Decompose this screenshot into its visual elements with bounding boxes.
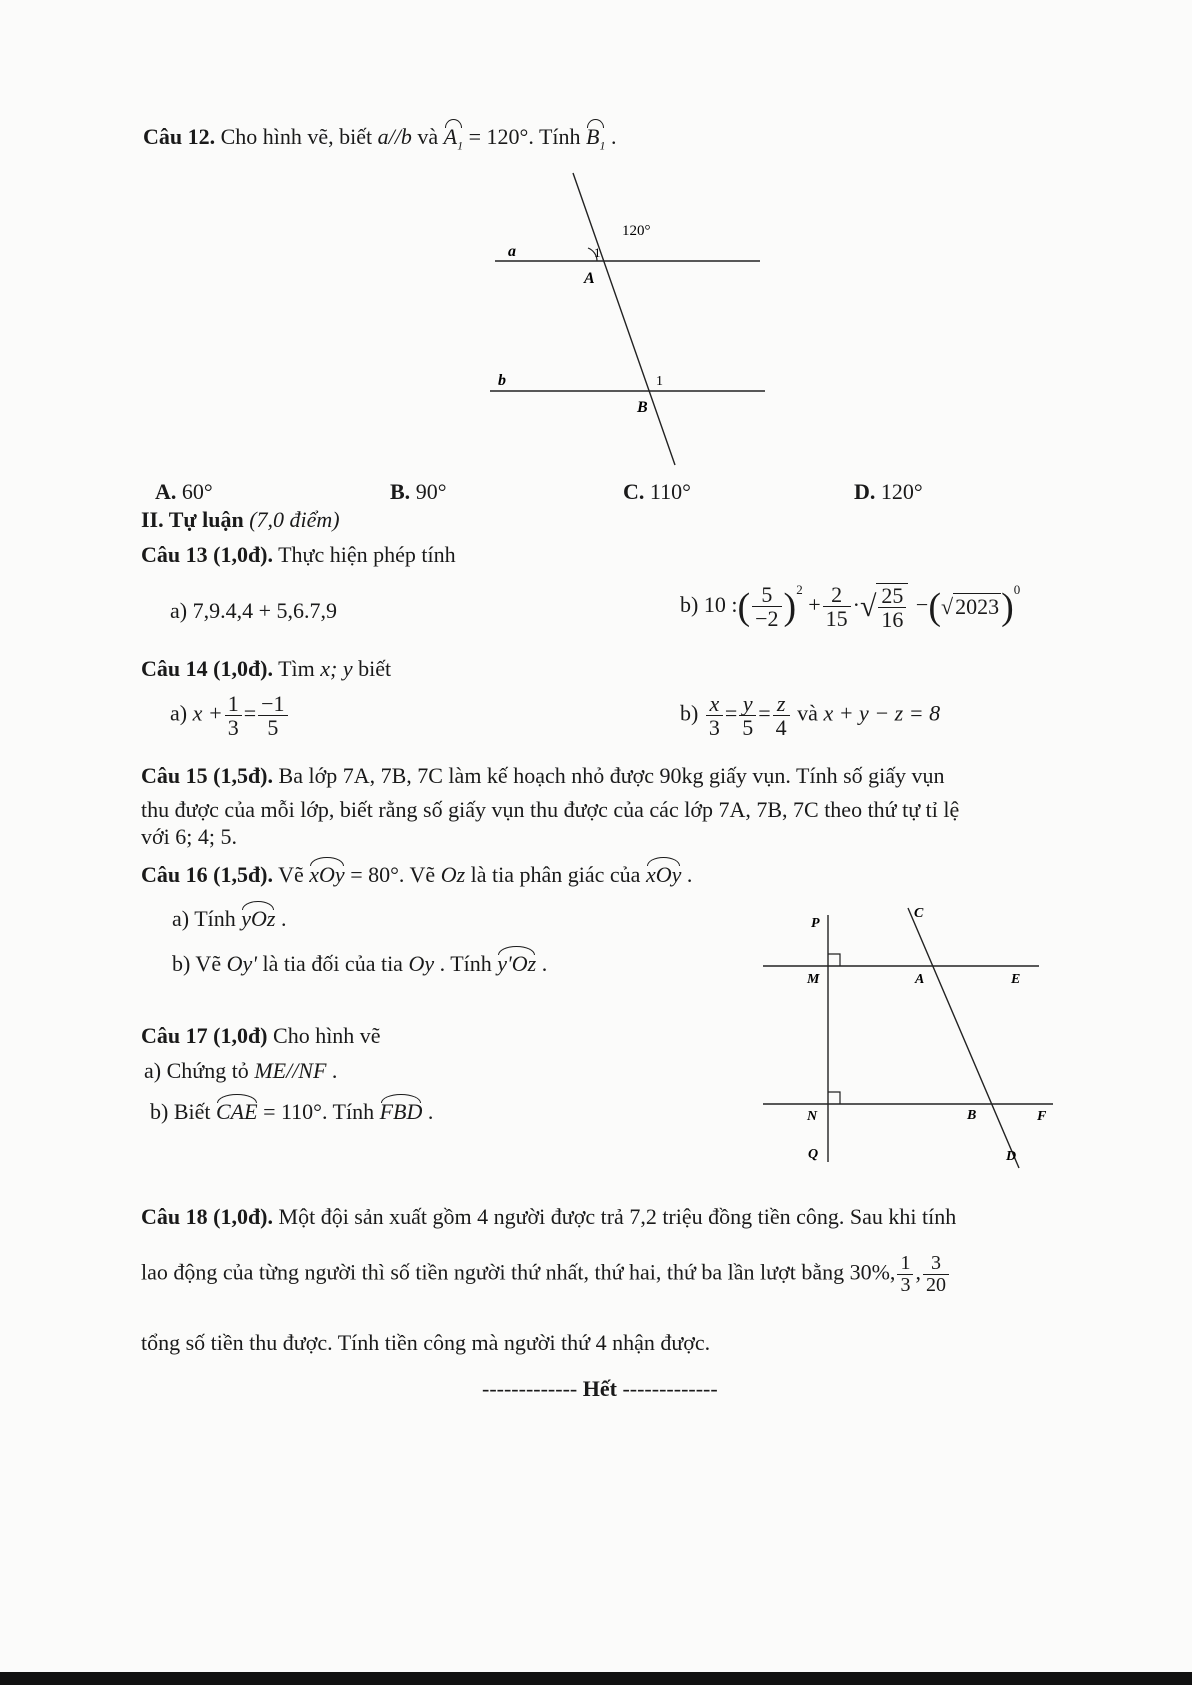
q13-a: a) 7,9.4,4 + 5,6.7,9 xyxy=(170,598,338,623)
label-B: B xyxy=(967,1108,977,1123)
q17-prompt: Câu 17 (1,0đ) Cho hình vẽ xyxy=(141,1023,381,1048)
q18-line-2: lao động của từng người thì số tiền người thứ nhất, thứ hai, thứ ba lần lượt bằng 30%, $\frac{1}{3}$ , $\frac{3}{20}$ xyxy=(141,1253,951,1296)
transversal xyxy=(573,173,675,465)
mark-1-b: 1 xyxy=(656,374,663,389)
scan-edge xyxy=(0,1672,1192,1685)
q17-b: b) Biết CAE = 110°. Tính FBD . xyxy=(150,1099,434,1124)
label-E: E xyxy=(1011,972,1021,987)
end-marker: ------------- Hết ------------- xyxy=(482,1376,718,1401)
label-b: b xyxy=(498,372,506,389)
q13-prompt: Câu 13 (1,0đ). Thực hiện phép tính xyxy=(141,542,456,567)
label-C: C xyxy=(914,906,924,921)
label-M: M xyxy=(807,972,820,987)
q12-option-d: D. 120° xyxy=(854,479,923,504)
q16-b: b) Vẽ Oy' là tia đối của tia Oy . Tính y'Oz . xyxy=(172,951,548,976)
q15-line-3: với 6; 4; 5. xyxy=(141,824,237,849)
right-angle-M xyxy=(828,954,840,966)
mark-1-a: 1 xyxy=(594,245,601,260)
angle-A1: $A_1$ xyxy=(443,124,464,153)
q16-prompt: Câu 16 (1,5đ). Vẽ xOy = 80°. Vẽ Oz là tia phân giác của xOy . xyxy=(141,862,693,887)
label-N: N xyxy=(807,1109,818,1124)
q17-a: a) Chứng tỏ ME//NF . xyxy=(144,1058,338,1083)
q18-line-3: tổng số tiền thu được. Tính tiền công mà người thứ 4 nhận được. xyxy=(141,1330,711,1355)
label-A: A xyxy=(915,972,925,987)
q12-prompt: Câu 12. Cho hình vẽ, biết a//b và $A_1 = 120^\circ$. Tính $B_1$ . xyxy=(143,124,617,153)
q15-line-2: thu được của mỗi lớp, biết rằng số giấy vụn thu được của các lớp 7A, 7B, 7C theo thứ tự tỉ lệ xyxy=(141,797,960,822)
angle-B1: $B_1$ xyxy=(586,124,606,153)
line-CD xyxy=(908,908,1019,1168)
q17-figure xyxy=(755,900,1065,1175)
label-P: P xyxy=(811,916,820,931)
q18-line-1: Câu 18 (1,0đ). Một đội sản xuất gồm 4 người được trả 7,2 triệu đồng tiền công. Sau khi tính xyxy=(141,1204,957,1229)
q12-option-b: B. 90° xyxy=(390,479,447,504)
q12-option-a: A. 60° xyxy=(155,479,213,504)
q12-label: Câu 12. xyxy=(143,124,216,149)
section-title: II. Tự luận (7,0 điểm) xyxy=(141,507,340,532)
q14-prompt: Câu 14 (1,0đ). Tìm x; y biết xyxy=(141,656,392,681)
label-point-B: B xyxy=(637,399,648,416)
q12-given: a//b xyxy=(377,124,412,149)
angle-label: 120° xyxy=(622,223,651,239)
label-F: F xyxy=(1037,1109,1047,1124)
q16-a: a) Tính yOz . xyxy=(172,906,287,931)
label-point-A: A xyxy=(584,270,595,287)
right-angle-N xyxy=(828,1092,840,1104)
label-D: D xyxy=(1006,1149,1017,1164)
q14-b: b) $\frac{x}{3}$ = $\frac{y}{5}$ = $\frac{z}{4}$ và x + y − z = 8 xyxy=(680,691,941,741)
label-a: a xyxy=(508,243,516,260)
q14-a: a) x + $\frac{1}{3}$ = $\frac{-1}{5}$ xyxy=(170,692,290,739)
q13-b: b) 10 :( $\frac{5}{-2}$ )$^2$ + $\frac{2}{15}$ ·√ $\frac{25}{16}$ $-(√2023)^0$ xyxy=(680,582,1021,632)
label-Q: Q xyxy=(808,1147,819,1162)
q12-option-c: C. 110° xyxy=(623,479,691,504)
q12-figure xyxy=(480,165,780,475)
q15-line-1: Câu 15 (1,5đ). Ba lớp 7A, 7B, 7C làm kế hoạch nhỏ được 90kg giấy vụn. Tính số giấy vụn xyxy=(141,763,945,788)
